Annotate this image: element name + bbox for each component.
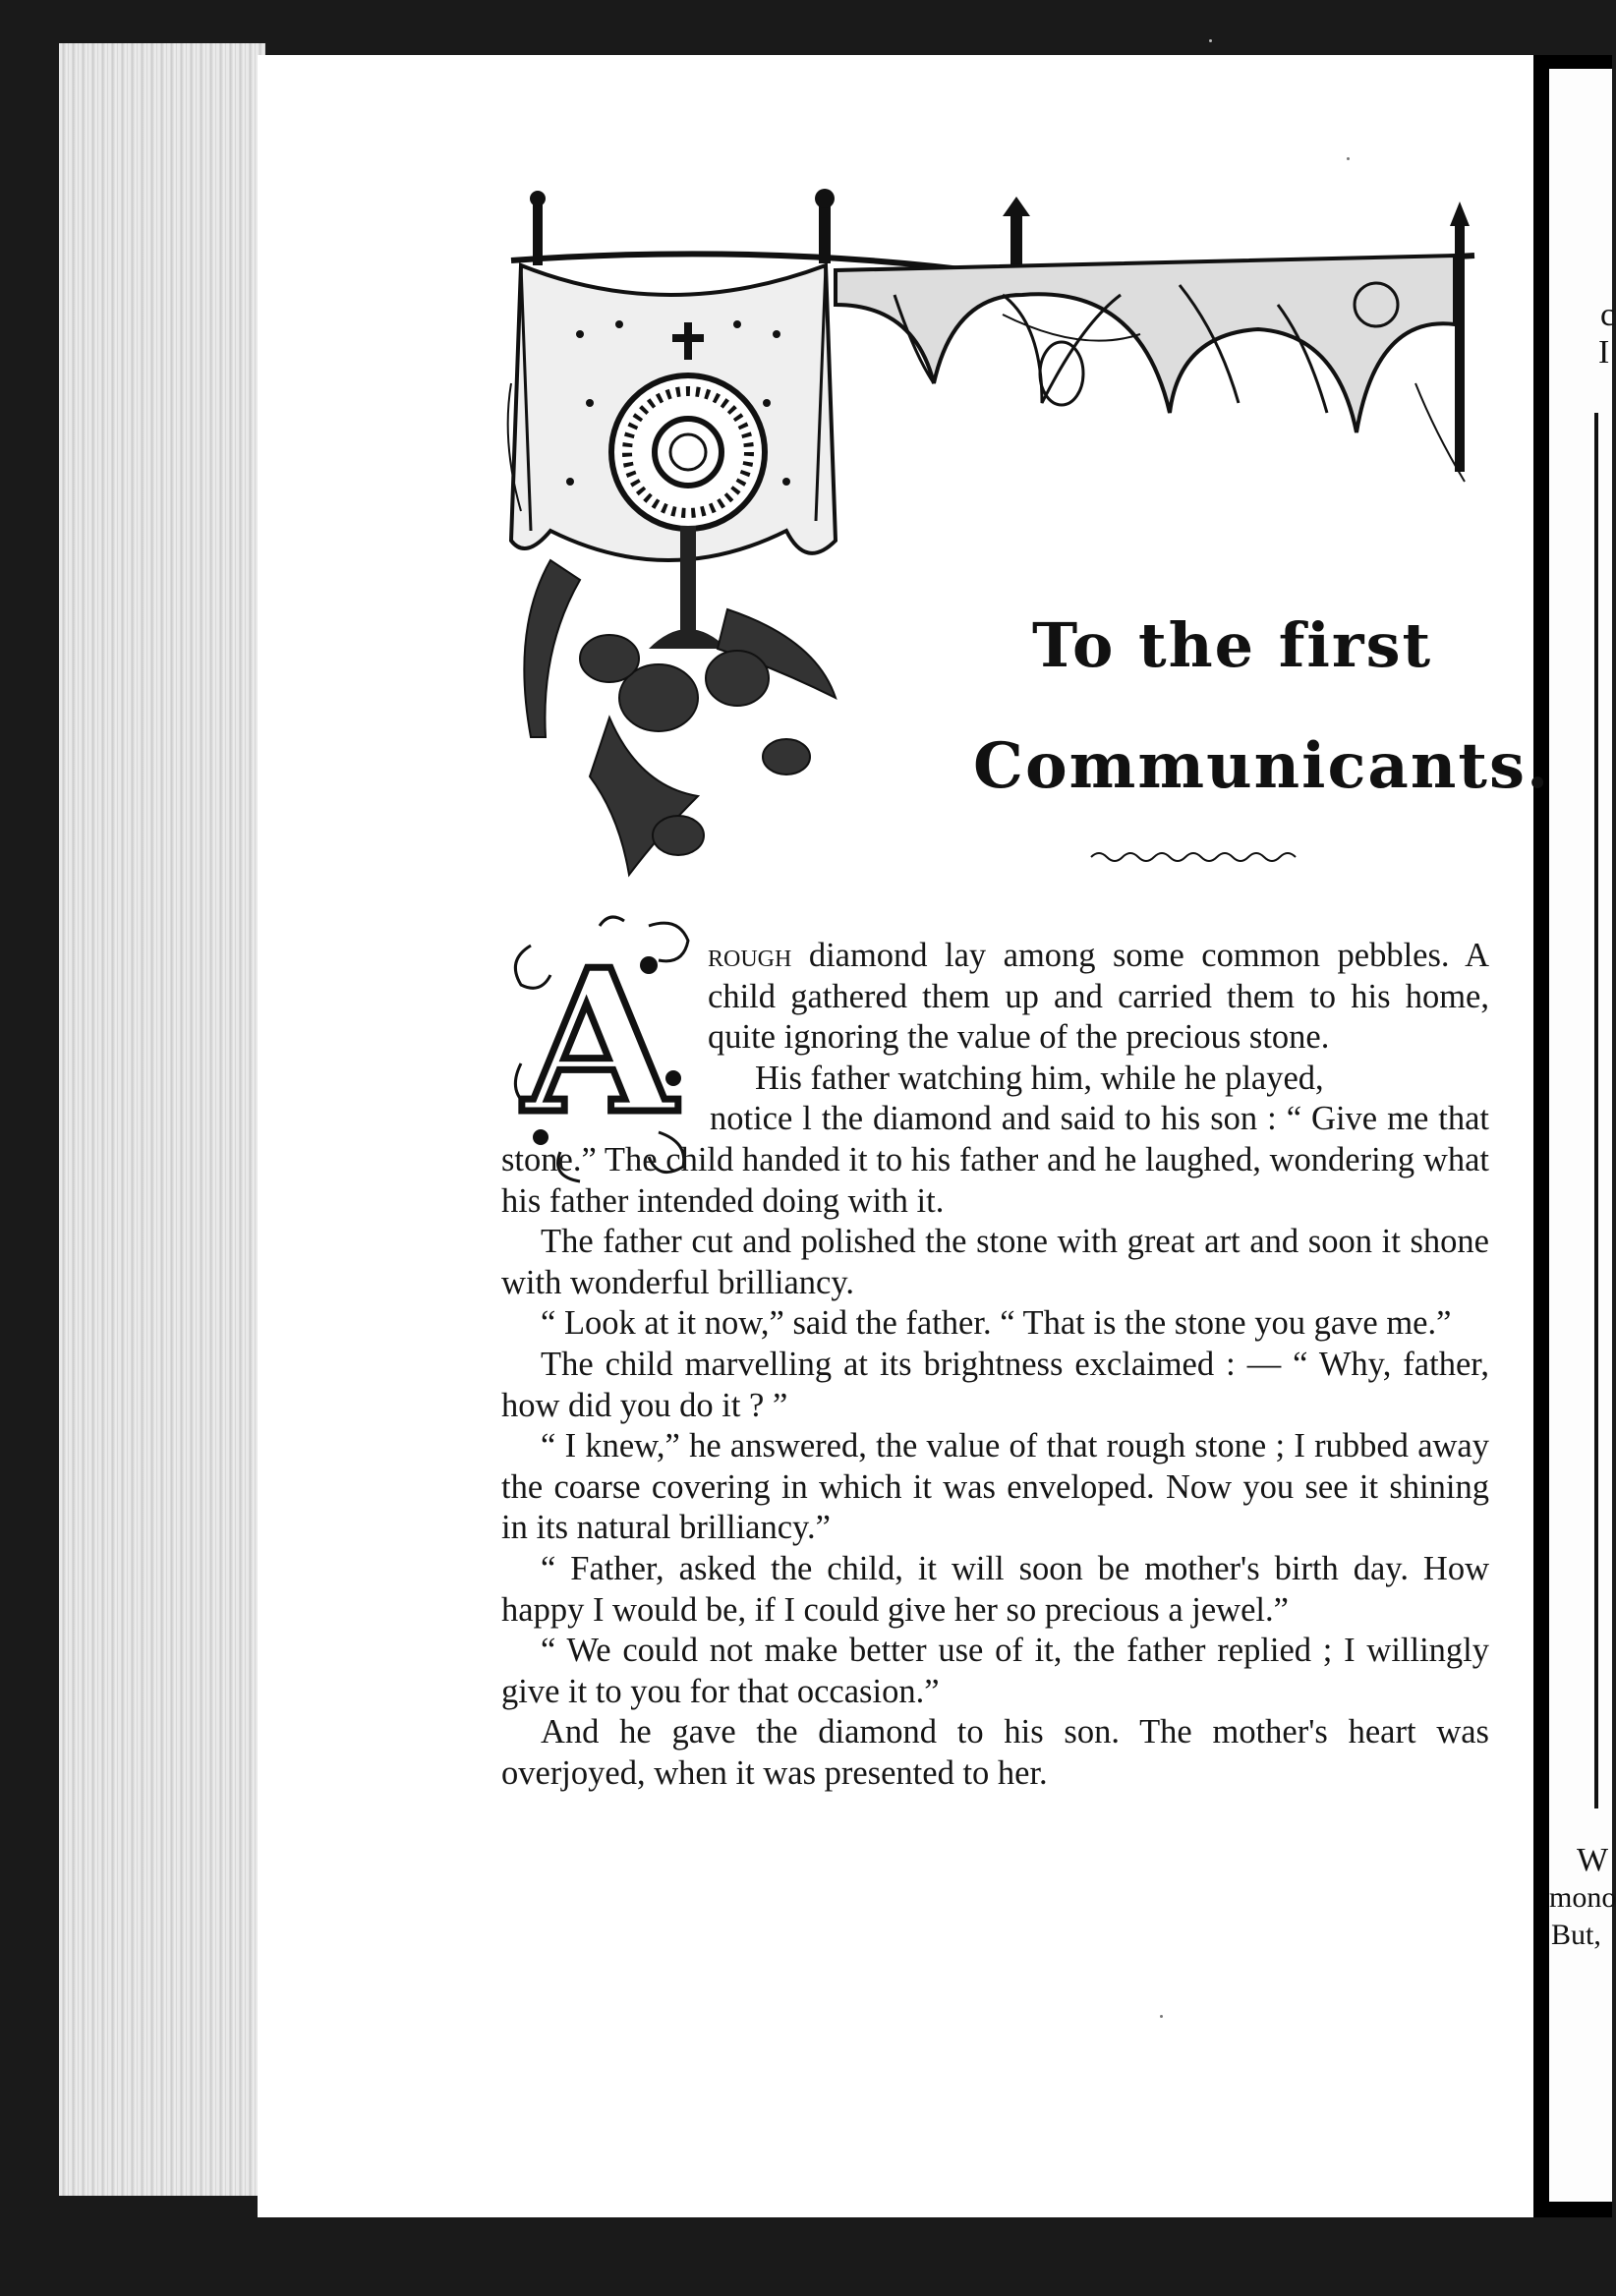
paragraph-text: diamond lay among some common pebbles. A child gathered them up and carried them to his home, quite ignoring the value of the precious stone. (708, 937, 1489, 1057)
paper-speck (1347, 157, 1350, 160)
page-title-line-2: Communicants. (973, 729, 1551, 803)
paragraph (501, 1099, 1489, 1222)
paper-speck (1160, 2015, 1163, 2018)
paragraph: The child marvelling at its brightness exclaimed : — “ Why, father, how did you do it ? ” (501, 1345, 1489, 1424)
page-title-line-1: To the first (1032, 609, 1433, 681)
paragraph-text: notice l the diamond and said to his son : “ Give me that stone.” The child handed it to his father and he laughed, wondering what his father intended doing with it. (501, 1100, 1489, 1220)
book-page-edges (59, 43, 265, 2196)
paragraph: The father cut and polished the stone with great art and soon it shone with wonderful brilliancy. (501, 1223, 1489, 1301)
article-body (501, 936, 1489, 1794)
wavy-divider (1086, 847, 1293, 867)
paragraph: And he gave the diamond to his son. The mother's heart was overjoyed, when it was presented to her. (501, 1713, 1489, 1792)
paragraph (708, 936, 1489, 1059)
facing-page-fragment: W (1577, 1842, 1609, 1878)
lead-in-word: rough (708, 937, 792, 974)
facing-page-fragment: c (1600, 297, 1616, 333)
drop-cap-letter: A (523, 927, 676, 1158)
paragraph: His father watching him, while he played, (755, 1059, 1324, 1097)
paragraph: “ Father, asked the child, it will soon be mother's birth day. How happy I would be, if I could give her so precious a jewel.” (501, 1549, 1489, 1629)
paper-speck (1209, 39, 1212, 42)
paragraph: “ Look at it now,” said the father. “ That is the stone you gave me.” (541, 1304, 1452, 1343)
facing-page-fragment: mono (1549, 1881, 1616, 1914)
facing-page-fragment: But, (1551, 1919, 1601, 1951)
facing-page-frame (1594, 413, 1616, 1808)
facing-page-fragment: I (1598, 334, 1610, 371)
paragraph: “ We could not make better use of it, the father replied ; I willingly give it to you for that occasion.” (501, 1632, 1489, 1710)
paragraph: “ I knew,” he answered, the value of that rough stone ; I rubbed away the coarse covering in which it was enveloped. Now you see it shining in its natural brilliancy.” (501, 1427, 1489, 1547)
